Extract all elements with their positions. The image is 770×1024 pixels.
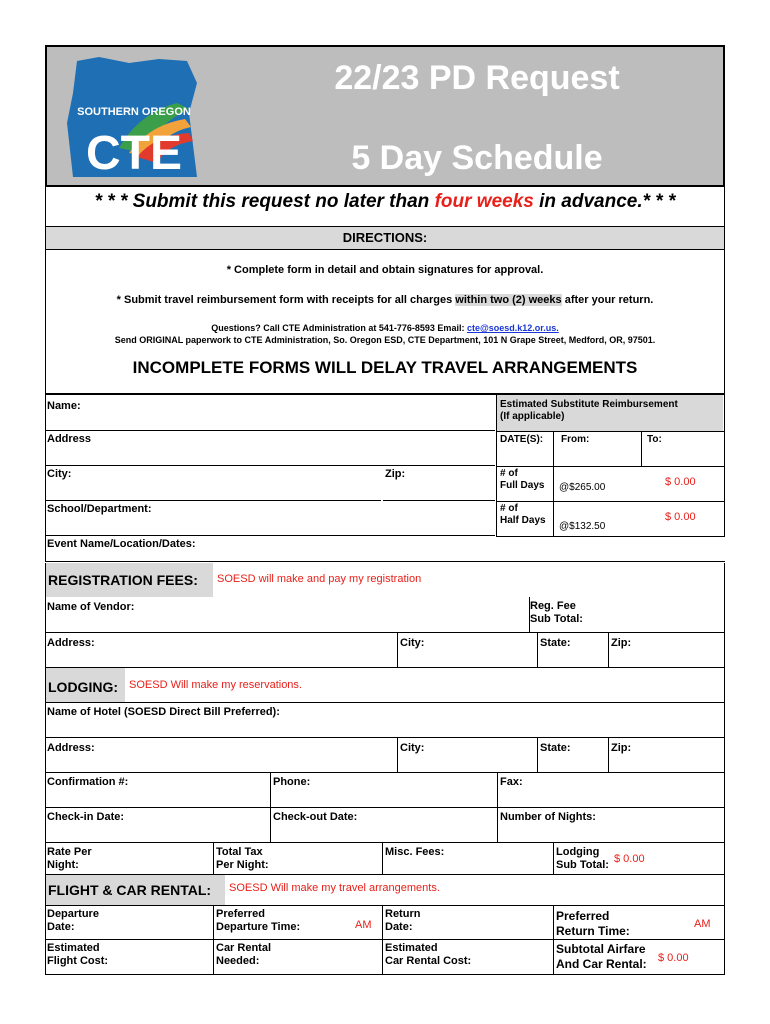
- registration-heading: REGISTRATION FEES:: [48, 572, 198, 588]
- half-day-rate: @$132.50: [559, 521, 606, 532]
- incomplete-warning: INCOMPLETE FORMS WILL DELAY TRAVEL ARRANGEMENTS: [132, 358, 638, 377]
- directions-line-2: * Submit travel reimbursement form with receipts for all charges within two (2) weeks after your return.: [116, 294, 654, 306]
- form-title: 22/23 PD Request: [334, 59, 620, 97]
- departure-am-pm[interactable]: AM: [355, 919, 372, 931]
- to-date-field[interactable]: To:: [647, 434, 662, 445]
- dates-label: DATE(S):: [500, 434, 544, 445]
- address-field[interactable]: Address: [45, 431, 495, 466]
- pd-request-form: [45, 45, 725, 976]
- school-department-field[interactable]: School/Department:: [45, 501, 495, 536]
- registration-section: [45, 563, 725, 597]
- lodging-section: [45, 668, 725, 702]
- hotel-city-field[interactable]: City:: [398, 738, 537, 773]
- registration-zip-field[interactable]: Zip:: [609, 633, 725, 668]
- substitute-heading: Estimated Substitute Reimbursement (If applicable): [497, 395, 723, 431]
- return-am-pm[interactable]: AM: [694, 918, 711, 930]
- full-days-label: # of Full Days: [500, 468, 545, 491]
- southern-oregon-cte-logo: [59, 53, 209, 183]
- deadline-emphasis: four weeks: [434, 191, 534, 212]
- hotel-fax-field[interactable]: Fax:: [498, 773, 725, 808]
- departure-date-field[interactable]: Departure Date:: [45, 905, 213, 940]
- svg-text:SOUTHERN OREGON: SOUTHERN OREGON: [77, 106, 191, 118]
- hotel-zip-field[interactable]: Zip:: [609, 738, 725, 773]
- svg-text:CTE: CTE: [86, 127, 182, 180]
- preferred-departure-time-field[interactable]: Preferred Departure Time: AM: [214, 905, 382, 940]
- number-of-nights-field[interactable]: Number of Nights:: [498, 808, 725, 843]
- preferred-return-time-field[interactable]: Preferred Return Time: AM: [554, 905, 725, 940]
- city-field[interactable]: City:: [45, 466, 381, 501]
- form-subtitle: 5 Day Schedule: [351, 139, 603, 177]
- registration-option[interactable]: SOESD will make and pay my registration: [217, 573, 422, 585]
- zip-field[interactable]: Zip:: [383, 466, 495, 501]
- registration-address-field[interactable]: Address:: [45, 633, 397, 668]
- hotel-state-field[interactable]: State:: [538, 738, 608, 773]
- lodging-heading: LODGING:: [48, 679, 118, 695]
- full-day-rate: @$265.00: [559, 482, 606, 493]
- from-date-field[interactable]: From:: [561, 434, 590, 445]
- car-rental-needed-field[interactable]: Car Rental Needed:: [214, 940, 382, 975]
- half-days-label: # of Half Days: [500, 503, 546, 526]
- checkin-date-field[interactable]: Check-in Date:: [45, 808, 270, 843]
- total-tax-field[interactable]: Total Tax Per Night:: [214, 843, 382, 875]
- contact-email-link[interactable]: cte@soesd.k12.or.us.: [466, 323, 559, 333]
- hotel-name-field[interactable]: Name of Hotel (SOESD Direct Bill Preferred):: [45, 702, 725, 738]
- registration-state-field[interactable]: State:: [538, 633, 608, 668]
- confirmation-field[interactable]: Confirmation #:: [45, 773, 270, 808]
- flight-section: [45, 875, 725, 905]
- estimated-flight-cost-field[interactable]: Estimated Flight Cost:: [45, 940, 213, 975]
- estimated-car-rental-cost-field[interactable]: Estimated Car Rental Cost:: [383, 940, 553, 975]
- hotel-phone-field[interactable]: Phone:: [271, 773, 497, 808]
- flight-option[interactable]: SOESD Will make my travel arrangements.: [229, 882, 440, 894]
- airfare-car-subtotal-value: $ 0.00: [658, 952, 689, 964]
- return-date-field[interactable]: Return Date:: [383, 905, 553, 940]
- lodging-subtotal: Lodging Sub Total: $ 0.00: [554, 843, 725, 875]
- reg-fee-subtotal[interactable]: Reg. Fee Sub Total:: [530, 597, 725, 633]
- submit-deadline-notice: * * * Submit this request no later than four weeks in advance.* * *: [94, 191, 676, 212]
- directions-heading: DIRECTIONS:: [45, 226, 725, 250]
- lodging-option[interactable]: SOESD Will make my reservations.: [129, 679, 302, 691]
- event-field[interactable]: Event Name/Location/Dates:: [45, 536, 725, 562]
- lodging-subtotal-value: $ 0.00: [614, 853, 645, 865]
- form-header: [45, 45, 725, 187]
- directions-line-1: * Complete form in detail and obtain signatures for approval.: [226, 264, 544, 276]
- vendor-field[interactable]: Name of Vendor:: [45, 597, 529, 633]
- flight-heading: FLIGHT & CAR RENTAL:: [48, 882, 212, 898]
- hotel-address-field[interactable]: Address:: [45, 738, 397, 773]
- rate-per-night-field[interactable]: Rate Per Night:: [45, 843, 213, 875]
- half-day-total: $ 0.00: [665, 511, 696, 523]
- name-field[interactable]: Name:: [45, 395, 495, 431]
- registration-city-field[interactable]: City:: [398, 633, 537, 668]
- send-address-line: Send ORIGINAL paperwork to CTE Administration, So. Oregon ESD, CTE Department, 101 N Grape Street, Medford, OR, 97501.: [114, 335, 656, 345]
- checkout-date-field[interactable]: Check-out Date:: [271, 808, 497, 843]
- misc-fees-field[interactable]: Misc. Fees:: [383, 843, 553, 875]
- airfare-car-subtotal: Subtotal Airfare And Car Rental: $ 0.00: [554, 940, 725, 975]
- questions-line: Questions? Call CTE Administration at 541-776-8593 Email: cte@soesd.k12.or.us.: [211, 323, 559, 333]
- full-day-total: $ 0.00: [665, 476, 696, 488]
